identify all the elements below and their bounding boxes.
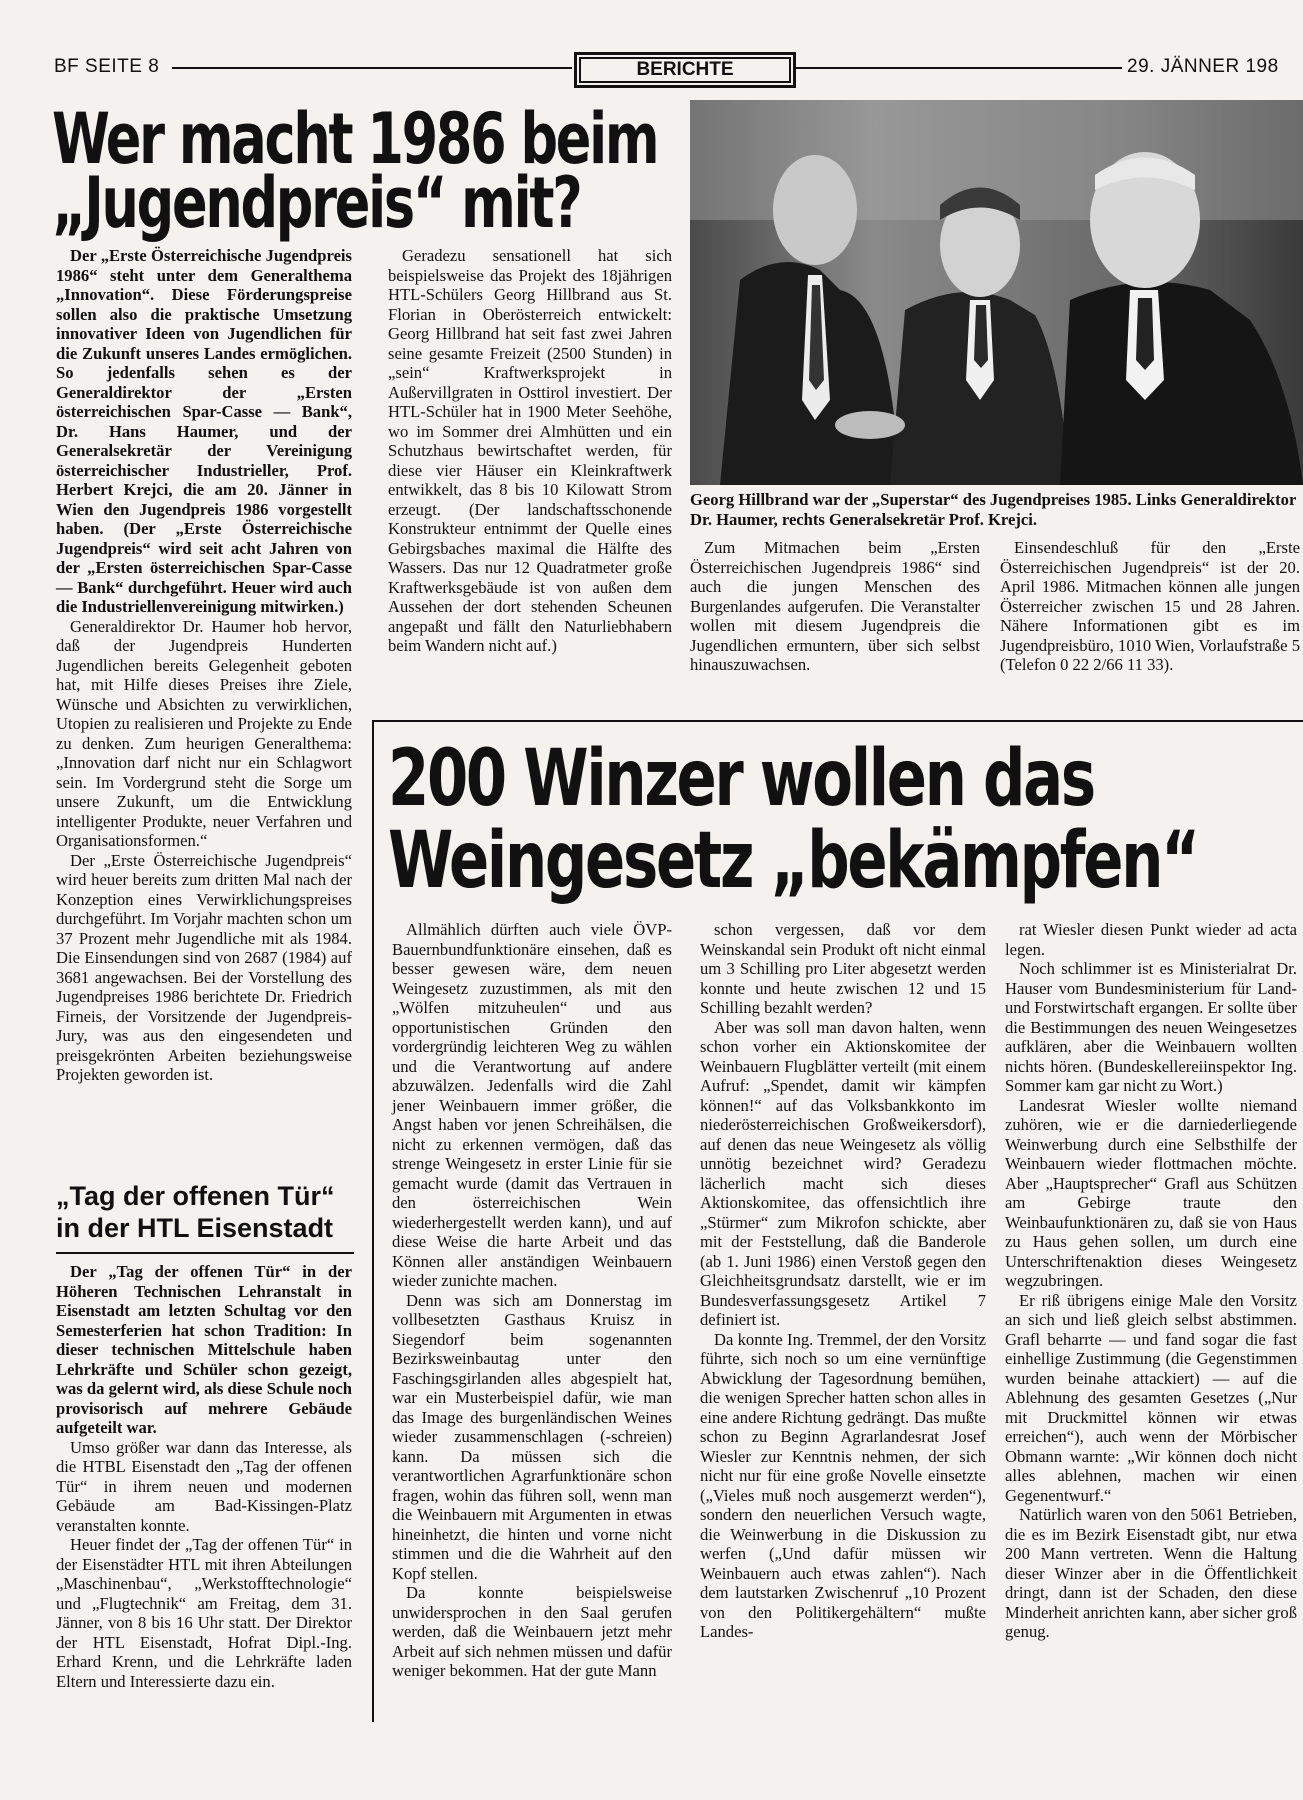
issue-date: 29. JÄNNER 198 xyxy=(1127,56,1279,77)
article1-headline-line2: „Jugendpreis“ mit? xyxy=(52,162,581,244)
article3-headline-line2: Weingesetz „bekämpfen“ xyxy=(388,816,1198,906)
article2-headline: „Tag der offenen Tür“ in der HTL Eisenstadt xyxy=(56,1181,335,1243)
header-rule-left xyxy=(172,67,572,69)
article3-paragraph: Er riß übrigens einige Male den Vorsitz an sich und ließ gleich selbst abstimmen. Grafl beharrte — und fand sogar die fast einhellige Zustimmung (die Gegenstimmen wurden beinahe attackiert) — auf die Ablehnung des gesamten Gesetzes („Nur mit Druckmittel können wir etwas erreichen“), auch wenn der Mörbischer Obmann warnte: „Wir können doch nicht alles ablehnen, machen wir einen Gegenentwurf.“ xyxy=(1005,1290,1297,1505)
news-photo xyxy=(690,100,1303,485)
article3-paragraph: Da konnte Ing. Tremmel, der den Vorsitz führte, sich noch so um eine vernünftige Abwicklung der Tagesordnung bemühen, die wenigen Sprecher hatten schon alles in eine andere Richtung gedrängt. Das mußte schon zu Beginn Agrarlandesrat Josef Wiesler zur Kenntnis nehmen, der sich nicht nur für eine große Novelle einsetzte („Vieles muß noch ausgemerzt werden“), sondern den neuerlichen Versuch wagte, die Weinwerbung in die Diskussion zu werfen („Und dafür müssen wir Weinbauern auch etwas zahlen“). Nach dem lautstarken Zwischenruf „10 Prozent von den Politikergehältern“ mußte Landes- xyxy=(700,1329,986,1641)
article2-paragraph: Heuer findet der „Tag der offenen Tür“ in der Eisenstädter HTL mit ihren Abteilungen „Maschinenbau“, „Werkstofftechnologie“ und „Flugtechnik“ am Freitag, dem 31. Jänner, von 8 bis 16 Uhr statt. Der Direktor der HTL Eisenstadt, Hofrat Dipl.-Ing. Erhard Krenn, und die Lehrkräfte laden Eltern und Interessierte dazu ein. xyxy=(56,1535,352,1691)
article3-paragraph: schon vergessen, daß vor dem Weinskandal sein Produkt oft nicht einmal um 3 Schilling pro Liter abgesetzt werden konnte und heute zwischen 12 und 15 Schilling bezahlt werden? xyxy=(700,920,986,1017)
article1-paragraph: Geradezu sensationell hat sich beispielsweise das Projekt des 18jährigen HTL-Schülers Georg Hillbrand aus St. Florian in Oberösterreich entwickelt: Georg Hillbrand hat seit fast zwei Jahren seine gesamte Freizeit (2500 Stunden) in „sein“ Kraftwerksprojekt in Außervillgraten in Osttirol investiert. Der HTL-Schüler hat in 1900 Meter Seehöhe, wo im Sommer drei Almhütten und ein Schutzhaus bewirtschaftet werden, für diese vier Häuser ein Kleinkraftwerk entwikkelt, das 8 bis 10 Kilowatt Strom erzeugt. (Der landschaftsschonende Konstrukteur entnimmt der Quelle eines Gebirgsbaches maximal die Hälfte des Wassers. Das nur 12 Quadratmeter große Kraftwerksgebäude ist von außen dem Aussehen der dort stehenden Scheunen angepaßt und fällt den Naturliebhabern beim Wandern nicht auf.) xyxy=(388,246,672,655)
article1-headline-line1: Wer macht 1986 beim xyxy=(52,98,658,180)
article3-paragraph: Da konnte beispielsweise unwidersprochen in den Saal gerufen werden, daß die Weinbauern jetzt mehr Arbeit auf sich nehmen müssen und dafür weniger bekommen. Hat der gute Mann xyxy=(392,1583,672,1680)
article2-rule xyxy=(56,1252,354,1254)
header-rule-right xyxy=(796,67,1122,69)
article3-paragraph: Natürlich waren von den 5061 Betrieben, die es im Bezirk Eisenstadt gibt, nur etwa 200 Mann vertreten. Wenn die Haltung dieser Winzer aber in die Öffentlichkeit dringt, dann ist der Schaden, den diese Minderheit anrichten kann, aber sicher groß genug. xyxy=(1005,1505,1297,1641)
section-label: BERICHTE xyxy=(574,52,796,88)
article1-column-1 xyxy=(56,246,352,1085)
article3-column-3 xyxy=(1005,920,1297,1642)
photo-caption: Georg Hillbrand war der „Superstar“ des Jugendpreises 1985. Links Generaldirektor Dr. Haumer, rechts Generalsekretär Prof. Krejci. xyxy=(690,490,1297,529)
article3-paragraph: Allmählich dürften auch viele ÖVP-Bauernbundfunktionäre einsehen, daß es besser gewesen wäre, dem neuen Weingesetz zuzustimmen, als mit den „Wölfen mitzuheulen“ und aus opportunistischen Gründen den vordergründig leichteren Weg zu wählen und die Verantwortung auf andere abzuwälzen. Jedenfalls wird die Zahl jener Weinbauern immer größer, die Angst haben vor jenen Schreihälsen, die nicht zu erkennen vermögen, daß das strenge Weingesetz in erster Linie für sie gemacht wurde (damit das Vertrauen in den österreichischen Wein wiederhergestellt werden kann), und auf diese Weise die harte Arbeit und das Können aller anständigen Weinbauern wieder zunichte machen. xyxy=(392,920,672,1290)
article3-paragraph: Denn was sich am Donnerstag im vollbesetzten Gasthaus Kruisz in Siegendorf beim sogenannten Bezirksweinbautag unter den Faschingsgirlanden alles abgespielt hat, war ein Musterbeispiel dafür, wie man das Image des burgenländischen Weines wieder zusammenschlagen (-schreien) kann. Da müssen sich die verantwortlichen Agrarfunktionäre schon fragen, wohin das führen soll, wenn man die Weinbauern mit Argumenten in etwas hineinhetzt, die hinten und vorne nicht stimmen und die die Wahrheit auf den Kopf stellen. xyxy=(392,1290,672,1583)
article1-paragraph: Zum Mitmachen beim „Ersten Österreichischen Jugendpreis 1986“ sind auch die jungen Menschen des Burgenlandes aufgerufen. Die Veranstalter wollen mit diesem Jugendpreis die Jugendlichen ermuntern, über sich selbst hinauszuwachsen. xyxy=(690,538,980,674)
article1-paragraph: Einsendeschluß für den „Erste Österreichischen Jugendpreis“ ist der 20. April 1986. Mitmachen können alle jungen Österreicher zwischen 15 und 28 Jahren. Nähere Informationen gibt es im Jugendpreisbüro, 1010 Wien, Vorlaufstraße 5 (Telefon 0 22 2/66 11 33). xyxy=(1000,538,1300,674)
article3-paragraph: Noch schlimmer ist es Ministerialrat Dr. Hauser vom Bundesministerium für Land- und Forstwirtschaft ergangen. Er sollte über die Bestimmungen des neuen Weingesetzes aufklären, aber die Weinbauern wollten nichts hören. (Bundeskellereiinspektor Ing. Sommer kam gar nicht zu Wort.) xyxy=(1005,959,1297,1095)
article2-paragraph: Umso größer war dann das Interesse, als die HTBL Eisenstadt den „Tag der offenen Tür“ in ihrem neuen und modernen Gebäude am Bad-Kissingen-Platz veranstalten konnte. xyxy=(56,1437,352,1535)
photo-three-men xyxy=(690,100,1303,485)
article3-column-2 xyxy=(700,920,986,1642)
article1-paragraph: Der „Erste Österreichische Jugendpreis“ wird heuer bereits zum dritten Mal nach der Konzeption eines Verwirklichungspreises durchgeführt. Im Vorjahr machten schon um 37 Prozent mehr Jugendliche mit als 1984. Die Einsendungen sind von 2687 (1984) auf 3681 angewachsen. Bei der Vorstellung des Jugendpreises 1986 berichtete Dr. Friedrich Firneis, der Vorsitzende der Jugendpreis-Jury, was aus den eingesendeten und preisgekrönten Arbeiten beziehungsweise Projekten geworden ist. xyxy=(56,850,352,1084)
article2-lead-paragraph: Der „Tag der offenen Tür“ in der Höheren Technischen Lehranstalt in Eisenstadt am letzten Schultag vor den Semesterferien hat schon Tradition: In dieser technischen Mittelschule haben Lehrkräfte und Schüler schon gezeigt, was da gelernt wird, als diese Schule noch provisorisch auf mehrere Gebäude aufgeteilt war. xyxy=(56,1262,352,1437)
article1-lead-paragraph: Der „Erste Österreichische Jugendpreis 1986“ steht unter dem Generalthema „Innovation“. Diese Förderungspreise sollen also die praktische Umsetzung innovativer Ideen von Jugendlichen für die Zukunft unseres Landes ermöglichen. So jedenfalls sehen es der Generaldirektor der „Ersten österreichischen Spar-Casse — Bank“, Dr. Hans Haumer, und der Generalsekretär der Vereinigung österreichischer Industrieller, Prof. Herbert Krejci, die am 20. Jänner in Wien den Jugendpreis 1986 vorgestellt haben. (Der „Erste Österreichische Jugendpreis“ wird seit acht Jahren von der „Ersten österreichischen Spar-Casse — Bank“ durchgeführt. Heuer wird auch die Industriellenvereinigung mitwirken.) xyxy=(56,246,352,616)
article3-headline-line1: 200 Winzer wollen das xyxy=(388,734,1094,824)
article3-column-1 xyxy=(392,920,672,1681)
page-label: BF SEITE 8 xyxy=(54,56,160,77)
article3-paragraph: Aber was soll man davon halten, wenn schon vorher ein Aktionskomitee der Weinbauern Flugblätter verteilt (mit einem Aufruf: „Spendet, damit wir kämpfen können!“ auf das Volksbankkonto im niederösterreichischen Großweikersdorf), auf denen das neue Weingesetz als völlig unnötig bezeichnet wird? Geradezu lächerlich macht sich dieses Aktionskomitee, das offensichtlich ihre „Stürmer“ zum Mikrofon schickte, aber mit der Feststellung, daß die Banderole (ab 1. Juni 1986) einen Verstoß gegen den Gleichheitsgrundsatz darstellt, wie er im Bundesverfassungsgesetz Artikel 7 definiert ist. xyxy=(700,1017,986,1329)
article1-column-2 xyxy=(388,246,672,656)
article1-column-4 xyxy=(1000,538,1300,675)
article3-paragraph: Landesrat Wiesler wollte niemand zuhören, wie er die darniederliegende Weinwerbung durch eine Selbsthilfe der Weinbauern wieder flottmachen möchte. Aber „Hauptsprecher“ Grafl aus Schützen am Gebirge traute den Weinbaufunktionären zu, daß sie von Haus zu Haus gehen sollen, um durch eine Unterschriftenaktion dieses Weingesetz wegzubringen. xyxy=(1005,1095,1297,1290)
article3-paragraph: rat Wiesler diesen Punkt wieder ad acta legen. xyxy=(1005,920,1297,959)
article1-column-3 xyxy=(690,538,980,675)
article2-column xyxy=(56,1262,352,1691)
article1-paragraph: Generaldirektor Dr. Haumer hob hervor, daß der Jugendpreis Hunderten Jugendlichen bereits Gelegenheit geboten hat, mit Hilfe dieses Preises ihre Ziele, Wünsche und Absichten zu verwirklichen, Utopien zu realisieren und Projekte zu Ende zu denken. Zum heurigen Generalthema: „Innovation darf nicht nur ein Schlagwort sein. Im Vordergrund steht die Sorge um unsere Zukunft, um die Entwicklung intelligenter Produkte, neuer Verfahren und Organisationsformen.“ xyxy=(56,616,352,850)
